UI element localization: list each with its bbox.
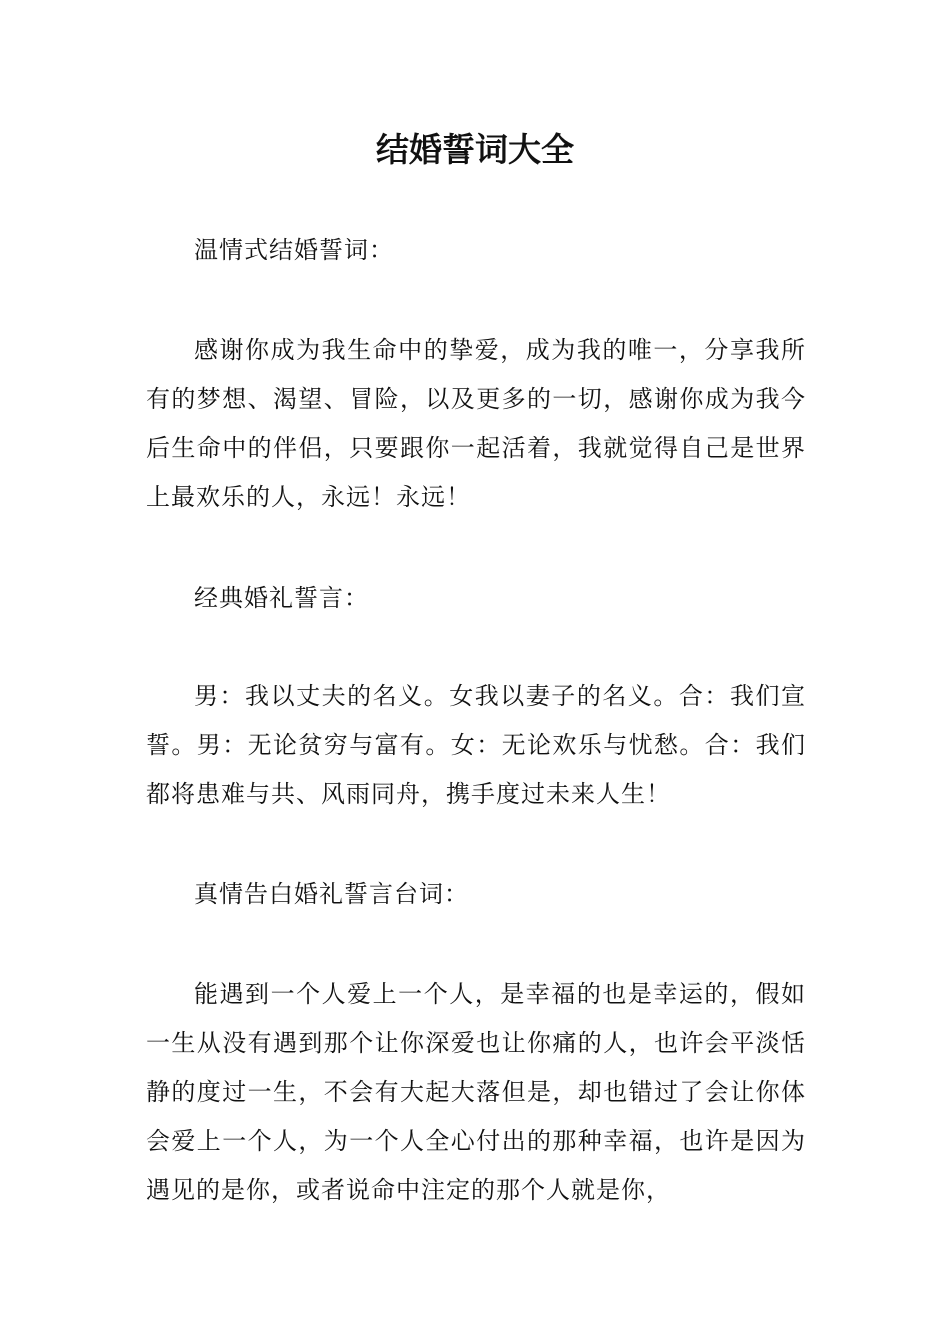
paragraph-confession-vows: 能遇到一个人爱上一个人，是幸福的也是幸运的，假如一生从没有遇到那个让你深爱也让你痛的人，也许会平淡恬静的度过一生，不会有大起大落但是，却也错过了会让你体会爱上一个人，为一个人全心付出的那种幸福，也许是因为遇见的是你，或者说命中注定的那个人就是你， bbox=[146, 980, 806, 1204]
section-heading-warm-vows: 温情式结婚誓词： bbox=[194, 236, 394, 264]
document-title: 结婚誓词大全 bbox=[376, 130, 574, 169]
section-heading-classic-vows: 经典婚礼誓言： bbox=[194, 584, 369, 612]
paragraph-warm-vows: 感谢你成为我生命中的挚爱，成为我的唯一，分享我所有的梦想、渴望、冒险，以及更多的一切，感谢你成为我今后生命中的伴侣，只要跟你一起活着，我就觉得自己是世界上最欢乐的人，永远！永远！ bbox=[146, 336, 806, 511]
paragraph-classic-vows: 男：我以丈夫的名义。女我以妻子的名义。合：我们宣誓。男：无论贫穷与富有。女：无论欢乐与忧愁。合：我们都将患难与共、风雨同舟，携手度过未来人生！ bbox=[146, 682, 806, 808]
section-heading-confession-vows: 真情告白婚礼誓言台词： bbox=[194, 880, 469, 908]
